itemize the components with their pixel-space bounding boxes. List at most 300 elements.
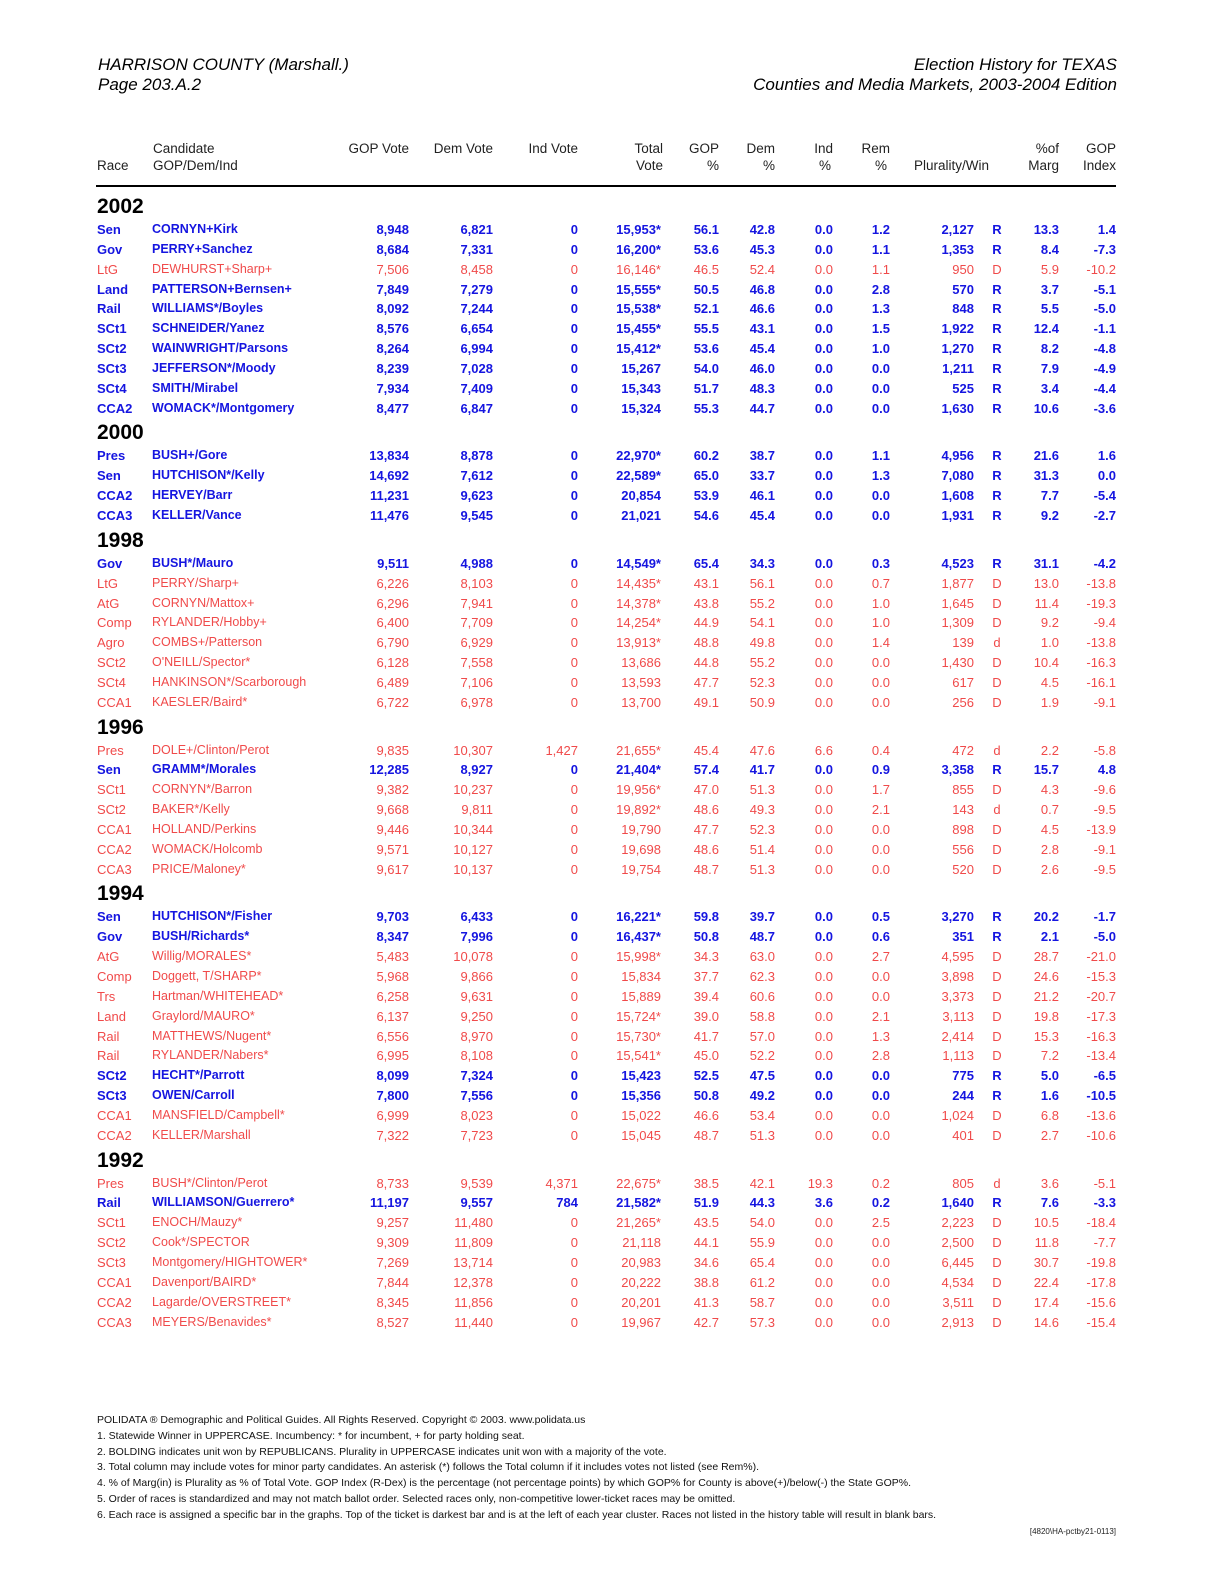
ind-pct-cell: 0.0 [814,909,833,925]
plurality-cell: 1,640 [941,1195,974,1211]
col-ind-pct-sub: % [818,158,831,173]
ind-pct-cell: 0.0 [814,861,833,877]
ind-pct-cell: 0.0 [814,555,833,571]
election-history-table [0,192,1224,1332]
gop-vote-cell: 9,309 [376,1235,409,1251]
gop-vote-cell: 5,483 [376,949,409,965]
col-candidate: Candidate [153,141,215,156]
dem-vote-cell: 7,723 [460,1127,493,1143]
winner-cell: D [992,1274,1002,1290]
ind-pct-cell: 0.0 [814,241,833,257]
winner-cell: D [992,595,1002,611]
ind-pct-cell: 0.0 [814,1028,833,1044]
dem-vote-cell: 7,709 [460,615,493,631]
ind-pct-cell: 0.0 [814,380,833,396]
plurality-cell: 7,080 [941,468,974,484]
plurality-cell: 775 [952,1068,974,1084]
gop-vote-cell: 7,269 [376,1254,409,1270]
gop-pct-cell: 41.3 [693,1294,719,1310]
race-cell: SCt3 [97,1088,127,1104]
ind-vote-cell: 0 [570,380,578,396]
ind-vote-cell: 0 [570,1127,578,1143]
race-cell: SCt2 [97,1235,126,1251]
rem-pct-cell: 2.1 [871,1008,890,1024]
winner-cell: R [992,909,1002,925]
col-gop-pct-sub: % [706,158,719,173]
plurality-cell: 1,630 [941,400,974,416]
ind-vote-cell: 0 [570,1235,578,1251]
table-row [0,1106,1224,1126]
ind-vote-cell: 0 [570,241,578,257]
gop-pct-cell: 47.7 [693,821,719,837]
gop-pct-cell: 39.0 [693,1008,719,1024]
document-code: [4820\HA-pctby21-0113] [1029,1527,1116,1536]
total-vote-cell: 19,790 [621,821,661,837]
plurality-cell: 3,511 [942,1294,974,1310]
candidate-cell: HUTCHISON*/Fisher [152,909,273,924]
table-row [0,1313,1224,1333]
candidate-cell: WAINWRIGHT/Parsons [152,341,289,356]
gop-index-cell: 1.6 [1097,448,1116,464]
table-row [0,1086,1224,1106]
race-cell: CCA2 [97,841,132,857]
col-gop-index: GOP [1085,141,1116,156]
dem-pct-cell: 41.7 [749,762,775,778]
total-vote-cell: 16,221* [616,909,661,925]
year-label: 1996 [97,715,144,739]
plurality-cell: 3,373 [941,988,974,1004]
ind-vote-cell: 0 [570,1294,578,1310]
race-cell: SCt1 [97,321,127,337]
dem-vote-cell: 7,244 [460,301,493,317]
gop-index-cell: -13.9 [1086,821,1116,837]
ind-vote-cell: 0 [570,341,578,357]
dem-vote-cell: 7,331 [460,241,493,257]
ind-vote-cell: 0 [570,1215,578,1231]
total-vote-cell: 16,437* [616,929,661,945]
gop-index-cell: -2.7 [1093,507,1116,523]
race-cell: Gov [97,929,123,945]
total-vote-cell: 15,324 [621,400,661,416]
gop-pct-cell: 48.7 [693,861,719,877]
gop-index-cell: -21.0 [1086,949,1116,965]
gop-index-cell: 0.0 [1097,468,1116,484]
race-cell: LtG [97,575,118,591]
rem-pct-cell: 0.0 [871,841,890,857]
table-row [0,1273,1224,1293]
winner-cell: D [992,1048,1002,1064]
race-cell: AtG [97,595,120,611]
dem-vote-cell: 7,409 [460,380,493,396]
ind-vote-cell: 0 [570,802,578,818]
gop-pct-cell: 49.1 [693,694,719,710]
gop-index-cell: -13.8 [1086,575,1116,591]
rem-pct-cell: 2.1 [871,802,890,818]
col-ind-pct: Ind [814,141,833,156]
gop-pct-cell: 46.6 [693,1107,719,1123]
margin-pct-cell: 30.7 [1033,1254,1059,1270]
ind-pct-cell: 0.0 [814,1215,833,1231]
candidate-cell: SCHNEIDER/Yanez [152,321,265,336]
dem-pct-cell: 44.7 [749,400,775,416]
dem-vote-cell: 6,433 [460,909,493,925]
ind-pct-cell: 0.0 [814,782,833,798]
ind-pct-cell: 0.0 [814,448,833,464]
winner-cell: R [992,360,1002,376]
winner-cell: d [993,1175,1001,1191]
dem-vote-cell: 11,856 [454,1294,493,1310]
table-row [0,280,1224,300]
total-vote-cell: 15,267 [621,360,661,376]
total-vote-cell: 15,356 [621,1088,661,1104]
ind-vote-cell: 0 [570,1274,578,1290]
gop-vote-cell: 11,231 [369,488,409,504]
ind-vote-cell: 0 [570,821,578,837]
gop-pct-cell: 45.0 [693,1048,719,1064]
total-vote-cell: 15,953* [616,222,661,237]
candidate-cell: BUSH*/Mauro [152,555,234,570]
gop-pct-cell: 47.7 [693,674,719,690]
col-total: Total [634,141,663,156]
winner-cell: D [992,655,1002,671]
rem-pct-cell: 1.1 [871,241,890,257]
margin-pct-cell: 10.6 [1033,400,1059,416]
gop-index-cell: -5.8 [1093,742,1116,758]
margin-pct-cell: 5.9 [1040,261,1059,277]
ind-pct-cell: 0.0 [814,1048,833,1064]
winner-cell: D [992,1107,1002,1123]
margin-pct-cell: 7.6 [1040,1195,1059,1211]
dem-pct-cell: 53.4 [749,1107,775,1123]
dem-vote-cell: 10,237 [453,782,493,798]
race-cell: Gov [97,241,123,257]
ind-vote-cell: 0 [570,488,578,504]
rem-pct-cell: 0.0 [871,1235,890,1251]
rem-pct-cell: 0.0 [871,821,890,837]
dem-vote-cell: 7,556 [460,1088,493,1104]
gop-pct-cell: 45.4 [693,742,719,758]
gop-index-cell: -20.7 [1086,988,1116,1004]
winner-cell: D [992,674,1002,690]
dem-pct-cell: 51.4 [749,841,775,857]
candidate-cell: MATTHEWS/Nugent* [152,1028,272,1043]
margin-pct-cell: 2.6 [1040,861,1059,877]
race-cell: AtG [97,949,120,965]
gop-pct-cell: 53.6 [693,241,719,257]
col-gop-index-sub: Index [1082,158,1116,173]
plurality-cell: 351 [952,929,974,945]
ind-pct-cell: 6.6 [814,742,833,758]
race-cell: SCt4 [97,380,127,396]
table-row [0,339,1224,359]
dem-pct-cell: 60.6 [749,988,775,1004]
winner-cell: R [992,400,1002,416]
plurality-cell: 1,024 [941,1107,974,1123]
margin-pct-cell: 17.4 [1033,1294,1059,1310]
margin-pct-cell: 14.6 [1033,1314,1059,1330]
margin-pct-cell: 3.4 [1040,380,1059,396]
race-cell: SCt1 [97,782,126,798]
total-vote-cell: 15,724* [616,1008,661,1024]
race-cell: CCA2 [97,1127,132,1143]
table-row [0,1253,1224,1273]
table-row [0,299,1224,319]
gop-vote-cell: 7,800 [376,1088,409,1104]
candidate-cell: SMITH/Mirabel [152,380,239,395]
gop-index-cell: -3.3 [1093,1195,1116,1211]
gop-vote-cell: 7,934 [376,380,409,396]
gop-vote-cell: 9,835 [376,742,409,758]
plurality-cell: 617 [952,674,974,690]
plurality-cell: 4,956 [941,448,974,464]
winner-cell: R [992,281,1002,297]
race-cell: CCA3 [97,861,132,877]
gop-index-cell: -9.1 [1093,841,1116,857]
rem-pct-cell: 0.0 [871,1068,890,1084]
winner-cell: R [992,762,1002,778]
margin-pct-cell: 7.7 [1040,488,1059,504]
ind-vote-cell: 784 [556,1195,578,1211]
ind-pct-cell: 0.0 [814,802,833,818]
dem-pct-cell: 55.9 [749,1235,775,1251]
gop-vote-cell: 8,684 [376,241,409,257]
table-row [0,359,1224,379]
candidate-cell: RYLANDER/Nabers* [152,1048,269,1063]
dem-pct-cell: 34.3 [749,555,775,571]
plurality-cell: 2,414 [941,1028,974,1044]
dem-vote-cell: 10,137 [453,861,493,877]
table-row [0,820,1224,840]
table-row [0,860,1224,880]
gop-index-cell: -9.6 [1093,782,1116,798]
rem-pct-cell: 2.5 [871,1215,890,1231]
dem-vote-cell: 11,809 [454,1235,493,1251]
winner-cell: D [992,1215,1002,1231]
dem-pct-cell: 45.4 [749,341,775,357]
dem-pct-cell: 51.3 [749,782,775,798]
race-cell: Rail [97,1028,120,1044]
winner-cell: R [992,301,1002,317]
total-vote-cell: 13,593 [621,674,661,690]
dem-vote-cell: 8,458 [460,261,493,277]
margin-pct-cell: 9.2 [1040,507,1059,523]
gop-pct-cell: 60.2 [693,448,719,464]
margin-pct-cell: 22.4 [1033,1274,1059,1290]
ind-vote-cell: 0 [570,988,578,1004]
candidate-cell: KELLER/Vance [152,507,242,522]
table-row [0,554,1224,574]
total-vote-cell: 13,686 [621,655,661,671]
dem-vote-cell: 6,994 [460,341,493,357]
footnote-4: 4. % of Marg(in) is Plurality as % of Total Vote. GOP Index (R-Dex) is the percentage (not percentage points) by which GOP% for County is above(+)/below(-) the State GOP%. [97,1477,912,1490]
dem-pct-cell: 46.8 [749,281,775,297]
winner-cell: R [992,1088,1002,1104]
ind-pct-cell: 0.0 [814,360,833,376]
total-vote-cell: 15,045 [621,1127,661,1143]
dem-pct-cell: 49.8 [749,635,775,651]
margin-pct-cell: 2.7 [1040,1127,1059,1143]
ind-vote-cell: 0 [570,949,578,965]
plurality-cell: 6,445 [941,1254,974,1270]
year-heading [0,526,1224,554]
rem-pct-cell: 0.0 [871,1107,890,1123]
gop-pct-cell: 51.7 [693,380,719,396]
plurality-cell: 1,877 [941,575,974,591]
gop-index-cell: 1.4 [1097,222,1116,237]
col-dem-pct-sub: % [762,158,775,173]
year-label: 1998 [97,528,144,552]
table-row [0,399,1224,419]
col-race: Race [97,158,129,173]
gop-index-cell: -9.5 [1093,861,1116,877]
race-cell: CCA2 [97,1294,132,1310]
winner-cell: D [992,615,1002,631]
margin-pct-cell: 3.7 [1040,281,1059,297]
candidate-cell: DEWHURST+Sharp+ [152,261,273,276]
year-label: 1994 [97,882,144,906]
total-vote-cell: 15,555* [616,281,661,297]
gop-pct-cell: 42.7 [693,1314,719,1330]
winner-cell: R [992,488,1002,504]
dem-pct-cell: 45.4 [749,507,775,523]
race-cell: CCA1 [97,821,132,837]
table-row [0,594,1224,614]
rem-pct-cell: 2.8 [871,281,890,297]
race-cell: CCA1 [97,1274,132,1290]
rem-pct-cell: 1.0 [871,615,890,631]
gop-vote-cell: 6,790 [376,635,409,651]
rem-pct-cell: 1.3 [871,1028,890,1044]
rem-pct-cell: 0.0 [871,400,890,416]
gop-index-cell: -13.6 [1086,1107,1116,1123]
plurality-cell: 950 [952,261,974,277]
table-row [0,613,1224,633]
ind-vote-cell: 0 [570,762,578,778]
gop-pct-cell: 47.0 [693,782,719,798]
dem-pct-cell: 47.6 [749,742,775,758]
dem-pct-cell: 58.7 [749,1294,775,1310]
ind-pct-cell: 0.0 [814,635,833,651]
plurality-cell: 143 [952,802,974,818]
col-candidate-sub: GOP/Dem/Ind [153,158,238,173]
plurality-cell: 805 [952,1175,974,1191]
total-vote-cell: 21,655* [616,742,661,758]
gop-vote-cell: 8,733 [376,1175,409,1191]
gop-index-cell: -17.3 [1086,1008,1116,1024]
candidate-cell: DOLE+/Clinton/Perot [152,742,270,757]
race-cell: Sen [97,222,121,237]
rem-pct-cell: 0.0 [871,380,890,396]
total-vote-cell: 16,146* [616,261,661,277]
candidate-cell: HOLLAND/Perkins [152,821,257,836]
rem-pct-cell: 0.6 [871,929,890,945]
winner-cell: R [992,1195,1002,1211]
candidate-cell: RYLANDER/Hobby+ [152,615,267,630]
margin-pct-cell: 1.6 [1040,1088,1059,1104]
gop-index-cell: -5.4 [1093,488,1116,504]
col-ind-vote: Ind Vote [528,141,578,156]
ind-vote-cell: 0 [570,555,578,571]
candidate-cell: WILLIAMS*/Boyles [152,301,264,316]
rem-pct-cell: 0.0 [871,674,890,690]
gop-vote-cell: 8,948 [376,222,409,237]
plurality-cell: 472 [952,742,974,758]
dem-vote-cell: 9,539 [460,1175,493,1191]
table-row [0,574,1224,594]
race-cell: Rail [97,1048,120,1064]
gop-vote-cell: 7,322 [376,1127,409,1143]
candidate-cell: PERRY+Sanchez [152,241,253,256]
margin-pct-cell: 31.1 [1033,555,1059,571]
page-header-right [753,55,1117,95]
margin-pct-cell: 8.4 [1040,241,1059,257]
gop-vote-cell: 6,258 [376,988,409,1004]
margin-pct-cell: 13.3 [1033,222,1059,237]
ind-vote-cell: 0 [570,615,578,631]
candidate-cell: Davenport/BAIRD* [152,1274,257,1289]
total-vote-cell: 15,343 [621,380,661,396]
ind-vote-cell: 0 [570,281,578,297]
ind-vote-cell: 0 [570,1088,578,1104]
margin-pct-cell: 5.5 [1040,301,1059,317]
ind-vote-cell: 0 [570,360,578,376]
ind-pct-cell: 0.0 [814,615,833,631]
dem-vote-cell: 7,612 [460,468,493,484]
winner-cell: R [992,241,1002,257]
rem-pct-cell: 1.3 [871,468,890,484]
ind-vote-cell: 0 [570,1028,578,1044]
table-row [0,693,1224,713]
dem-vote-cell: 7,106 [460,674,493,690]
total-vote-cell: 20,983 [621,1254,661,1270]
gop-pct-cell: 65.4 [693,555,719,571]
book-title: Election History for TEXAS [913,55,1117,74]
dem-vote-cell: 11,480 [454,1215,493,1231]
total-vote-cell: 14,435* [616,575,661,591]
candidate-cell: HECHT*/Parrott [152,1068,245,1083]
total-vote-cell: 22,675* [616,1175,661,1191]
dem-vote-cell: 7,028 [460,360,493,376]
plurality-cell: 2,223 [941,1215,974,1231]
candidate-cell: COMBS+/Patterson [152,635,263,650]
gop-vote-cell: 6,999 [376,1107,409,1123]
gop-pct-cell: 50.8 [693,929,719,945]
gop-index-cell: -4.2 [1093,555,1116,571]
gop-pct-cell: 44.8 [693,655,719,671]
total-vote-cell: 21,582* [616,1195,661,1211]
gop-index-cell: -5.1 [1093,281,1116,297]
dem-pct-cell: 63.0 [749,949,775,965]
table-row [0,800,1224,820]
gop-index-cell: -5.0 [1093,929,1116,945]
dem-vote-cell: 6,654 [460,321,493,337]
dem-vote-cell: 8,878 [460,448,493,464]
table-row [0,486,1224,506]
ind-pct-cell: 0.0 [814,1314,833,1330]
rem-pct-cell: 1.1 [871,448,890,464]
dem-vote-cell: 9,866 [460,969,493,984]
ind-vote-cell: 0 [570,694,578,710]
rem-pct-cell: 0.0 [871,1274,890,1290]
gop-index-cell: -19.8 [1086,1254,1116,1270]
winner-cell: R [992,507,1002,523]
gop-pct-cell: 34.6 [693,1254,719,1270]
ind-vote-cell: 0 [570,1068,578,1084]
candidate-cell: WILLIAMSON/Guerrero* [152,1195,295,1210]
rem-pct-cell: 0.0 [871,1254,890,1270]
winner-cell: D [992,575,1002,591]
gop-index-cell: -9.1 [1093,694,1116,710]
